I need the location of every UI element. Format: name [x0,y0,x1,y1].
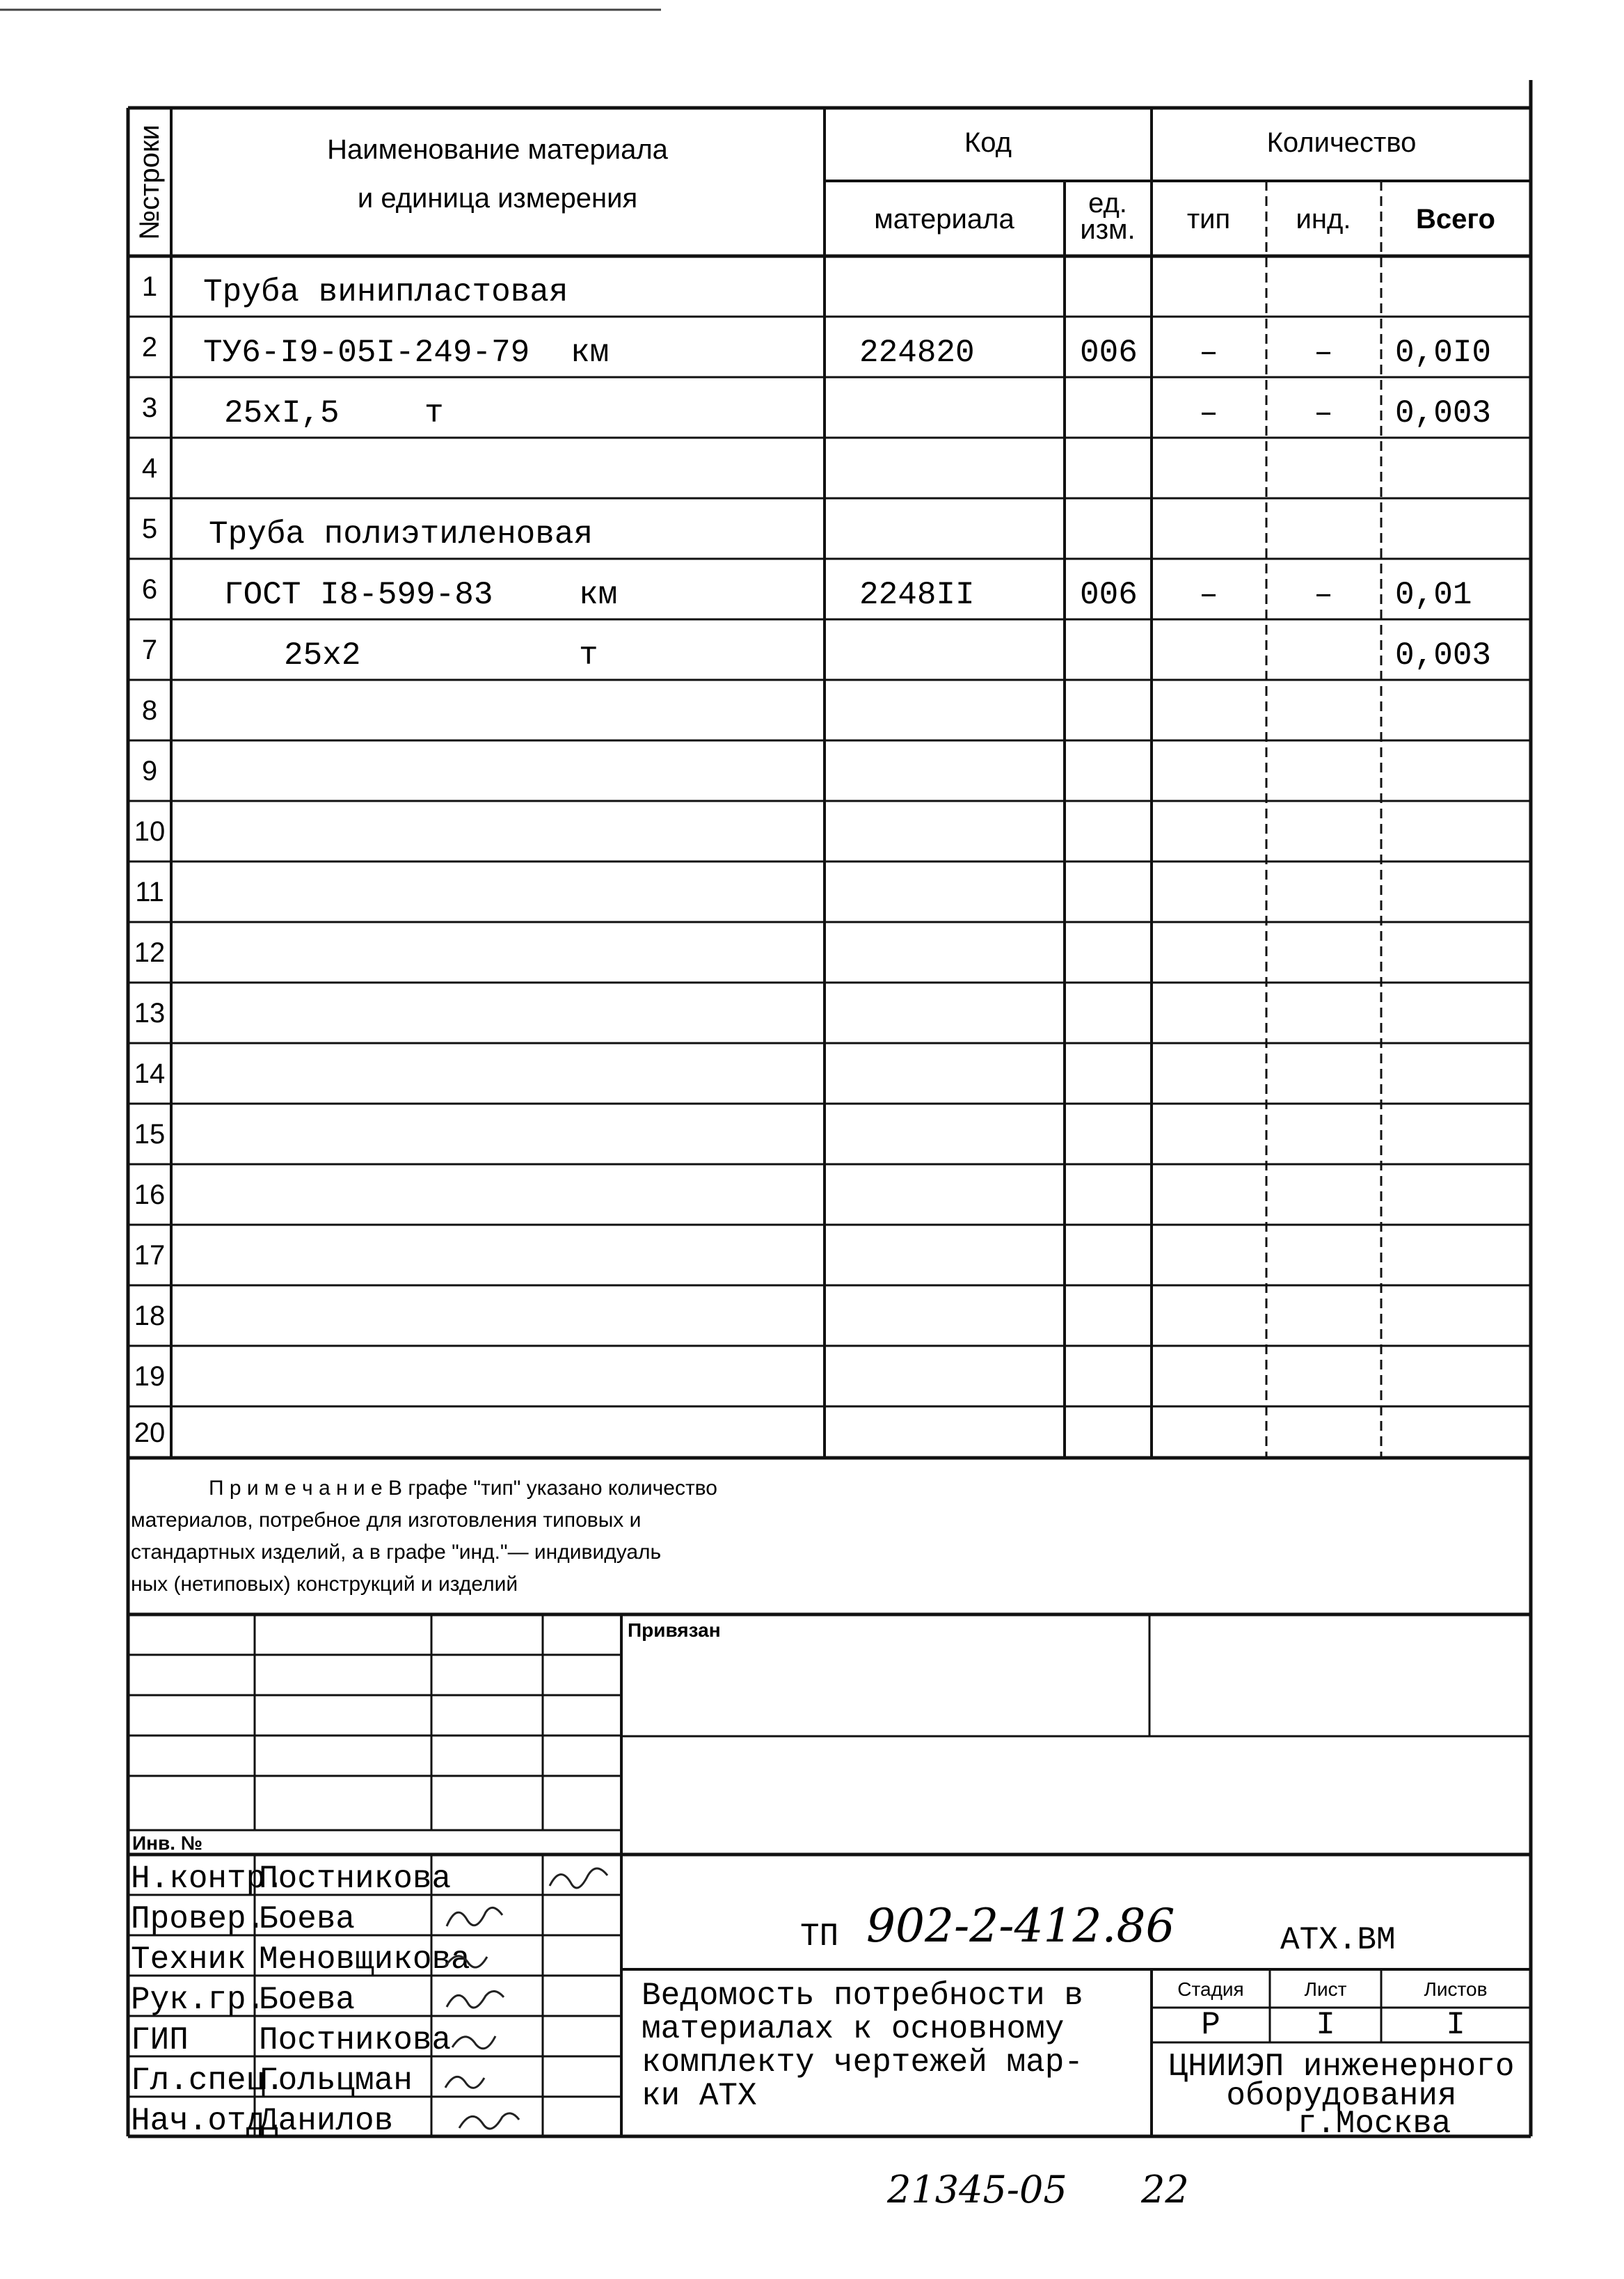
signature-role: Нач.отд. [131,2103,285,2139]
qty-ind: – [1314,335,1333,371]
signature-name: Данилов [259,2103,394,2139]
archive-number: 21345-05 [887,2168,1067,2211]
material-name: 25xI,5 [224,395,340,431]
signature-name: Постникова [259,2022,452,2058]
note-line: материалов, потребное для изготовления типовых и [131,1509,642,1532]
row-no: 2 [141,332,158,363]
signature-role: Гл.спец. [131,2063,285,2099]
title-line: комплекту чертежей мар- [642,2044,1083,2081]
signature-name: Меновщикова [259,1941,470,1978]
material-name: Труба полиэтиленовая [209,516,594,553]
signature-role: Техник [131,1941,246,1978]
row-no: 11 [135,877,164,907]
unit-text: т [424,395,444,431]
qty-ind: – [1314,577,1333,613]
qty-total: 0,003 [1395,637,1492,674]
sheet-value: I [1316,2007,1335,2043]
title-line: Ведомость потребности в [642,1978,1083,2014]
unit-code: 006 [1080,335,1138,371]
signature-name: Боева [259,1901,356,1937]
qty-type: – [1199,577,1218,613]
qty-type: – [1199,335,1218,371]
footnote [131,1477,717,1596]
handwritten-signatures [445,1868,607,2129]
qty-total: 0,01 [1395,577,1472,613]
name-header-line2: и единица измерения [357,183,638,214]
document-mark: АТХ.ВМ [1280,1922,1396,1958]
row-contents [203,274,1491,674]
unit-text: км [579,577,618,613]
row-no: 14 [134,1058,166,1089]
attached-label: Привязан [628,1619,721,1641]
qty-ind-header: инд. [1296,204,1351,235]
signature-role: Провер. [131,1901,266,1937]
unit-header-line1: ед. [1088,188,1127,219]
signature-role: ГИП [131,2022,189,2058]
signature-name: Постникова [259,1861,452,1897]
row-no: 6 [141,574,158,605]
row-no: 15 [134,1119,166,1150]
unit-text: т [579,637,598,674]
sheet-label: Лист [1304,1978,1347,2000]
material-code: 2248II [859,577,975,613]
title-line: ки АТХ [642,2078,757,2114]
row-no: 5 [141,514,158,544]
document-number: 902-2-412.86 [866,1899,1175,1953]
material-name: Труба винипластовая [203,274,568,310]
row-numbers [134,271,166,1448]
stage-label: Стадия [1177,1978,1244,2000]
qty-type: – [1199,395,1218,431]
organization [1169,2049,1515,2142]
material-code: 224820 [859,335,975,371]
note-line: стандартных изделий, а в графе "инд."— индивидуаль [131,1541,662,1564]
qty-ind: – [1314,395,1333,431]
page-number: 22 [1141,2168,1189,2211]
row-no: 10 [134,816,166,847]
row-no: 9 [141,756,158,786]
org-line: оборудования [1226,2078,1457,2114]
org-line: г.Москва [1297,2106,1451,2142]
name-header-line1: Наименование материала [327,134,668,165]
document-prefix: ТП [800,1919,839,1955]
row-no: 18 [134,1301,166,1331]
signature-role: Рук.гр. [131,1982,266,2018]
row-no: 7 [141,635,158,665]
signature-role: Н.контр. [131,1861,285,1897]
material-name: 25x2 [284,637,361,674]
stage-value: Р [1201,2007,1220,2043]
material-name: ТУ6-I9-05I-249-79 [203,335,530,371]
code-header: Код [964,127,1012,158]
row-no: 4 [141,453,158,484]
title-line: материалах к основному [642,2011,1065,2047]
document-title [642,1978,1083,2114]
row-no: 13 [134,998,166,1029]
unit-code: 006 [1080,577,1138,613]
row-number-header: №строки [134,125,165,240]
org-line: ЦНИИЭП инженерного [1168,2049,1515,2085]
row-no: 19 [134,1361,166,1392]
inventory-number-label: Инв. № [132,1832,203,1854]
signature-name: Гольцман [259,2063,413,2099]
row-lines [128,317,1531,1406]
row-no: 8 [141,695,158,726]
sheets-label: Листов [1424,1978,1488,2000]
material-name: ГОСТ I8-599-83 [224,577,493,613]
unit-header-line2: изм. [1080,214,1136,245]
row-no: 3 [141,392,158,423]
note-line: ных (нетиповых) конструкций и изделий [131,1573,518,1596]
row-no: 17 [134,1240,166,1271]
qty-total-header: Всего [1416,204,1495,235]
note-line: П р и м е ч а н и е В графе "тип" указано количество [209,1477,717,1500]
signature-name: Боева [259,1982,356,2018]
qty-total: 0,0I0 [1395,335,1492,371]
row-no: 1 [141,271,158,302]
sheets-value: I [1446,2007,1465,2043]
materials-table-grid [128,80,1531,2136]
row-no: 16 [134,1180,166,1210]
quantity-header: Количество [1266,127,1417,158]
qty-type-header: тип [1186,204,1231,235]
code-material-header: материала [874,204,1014,235]
row-no: 12 [134,937,166,968]
row-no: 20 [134,1418,166,1448]
qty-total: 0,003 [1395,395,1492,431]
unit-text: км [571,335,610,371]
